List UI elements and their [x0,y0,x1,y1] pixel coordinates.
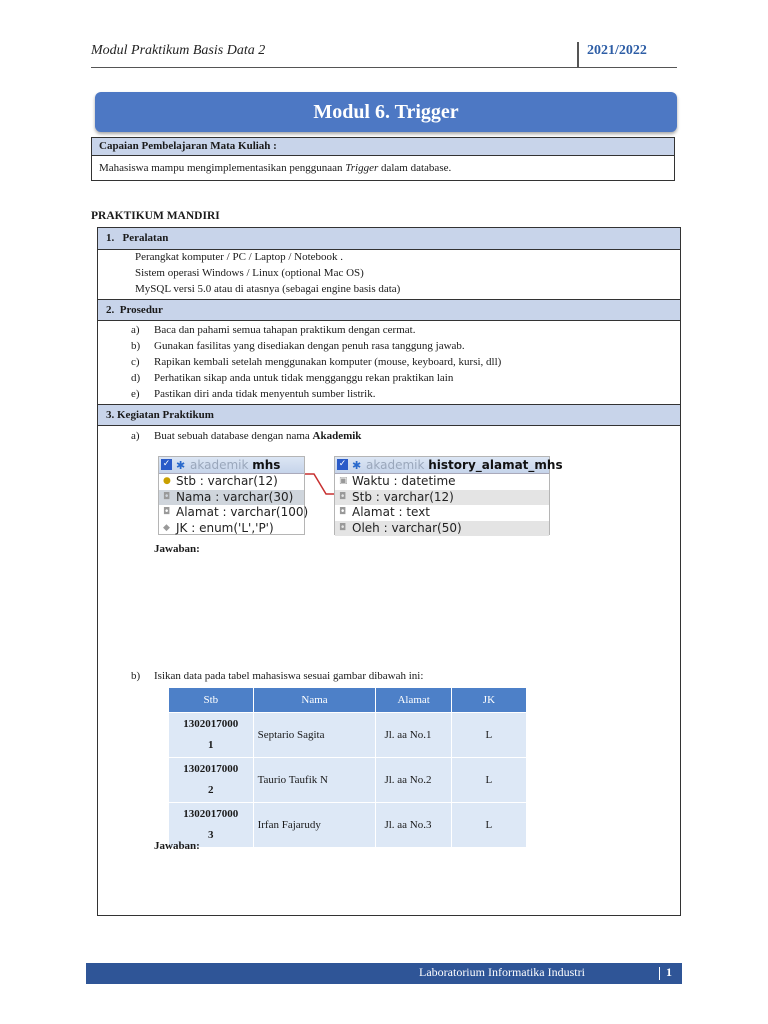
database-name: Akademik [312,430,362,442]
prosedur-label: c) [131,356,140,368]
prosedur-item: Perhatikan sikap anda untuk tidak mengganggu rekan praktikan lain [154,372,454,384]
capaian-heading: Capaian Pembelajaran Mata Kuliah : [92,138,674,156]
erd-mhs-header: ✓ ✱ akademik mhs [159,457,304,474]
column-header: JK [451,688,526,713]
capaian-trigger-em: Trigger [345,162,379,174]
kegiatan-step-a: Buat sebuah database dengan nama Akademik [154,430,362,442]
key-icon: ● [163,476,171,486]
capaian-text: Mahasiswa mampu mengimplementasikan penggunaan Trigger dalam database. [99,162,452,174]
header-year: 2021/2022 [587,43,647,58]
jawaban-label: Jawaban: [154,543,200,555]
table-header-row [169,688,527,713]
gear-icon: ✱ [176,459,186,472]
checkbox-icon: ✓ [162,459,171,469]
cell-nama: Septario Sagita [253,713,376,758]
erd-field: ◘ Alamat : varchar(100) [163,505,309,519]
field-icon: ◘ [163,507,171,517]
field-icon: ◘ [339,491,347,502]
header-module-name: Modul Praktikum Basis Data 2 [91,43,266,58]
field-icon: ◘ [339,507,347,517]
prosedur-label: a) [131,324,140,336]
gear-icon: ✱ [352,459,362,472]
mahasiswa-table [168,687,527,848]
section-kegiatan-heading: 3. Kegiatan Praktikum [98,404,680,426]
checkbox-icon: ✓ [338,459,347,469]
erd-field: ◘ Alamat : text [339,505,430,519]
page-number: 1 [666,965,672,979]
erd-field: ◘ Nama : varchar(30) [159,490,304,506]
cell-nama: Irfan Fajarudy [253,803,376,848]
peralatan-item: Perangkat komputer / PC / Laptop / Notebook . [135,251,344,263]
erd-field: ● Stb : varchar(12) [163,474,278,488]
column-header: Nama [253,688,376,713]
module-title: Modul 6. Trigger [95,92,677,132]
cell-stb: 1302017000 3 [169,803,254,848]
cell-jk: L [451,758,526,803]
column-header: Stb [169,688,254,713]
peralatan-item: MySQL versi 5.0 atau di atasnya (sebagai engine basis data) [135,283,401,295]
field-icon: ◘ [339,522,347,533]
footer-bar [86,963,682,984]
cell-alamat: Jl. aa No.3 [376,803,451,848]
erd-field: ▣ Waktu : datetime [339,474,456,488]
kegiatan-label-a: a) [131,430,140,442]
cell-jk: L [451,803,526,848]
footer-lab-name: Laboratorium Informatika Industri [419,965,585,979]
cell-alamat: Jl. aa No.2 [376,758,451,803]
kegiatan-step-b: Isikan data pada tabel mahasiswa sesuai gambar dibawah ini: [154,670,424,682]
erd-field: ◆ JK : enum('L','P') [163,520,274,535]
erd-table-history-alamat-mhs [334,456,563,535]
table-row [169,803,527,848]
cell-nama: Taurio Taufik N [253,758,376,803]
table-row [169,713,527,758]
column-header: Alamat [376,688,451,713]
cell-jk: L [451,713,526,758]
praktikum-title: PRAKTIKUM MANDIRI [91,210,220,222]
cell-alamat: Jl. aa No.1 [376,713,451,758]
prosedur-item: Gunakan fasilitas yang disediakan dengan penuh rasa tanggung jawab. [154,340,465,352]
field-icon: ◆ [163,522,170,533]
header-divider [577,42,579,68]
erd-field: ◘ Oleh : varchar(50) [335,521,549,537]
field-icon: ◘ [163,491,171,502]
prosedur-label: d) [131,372,141,384]
section-peralatan-heading: 1. Peralatan [98,228,680,250]
prosedur-label: e) [131,388,140,400]
field-icon: ▣ [339,476,348,486]
footer-divider [659,967,660,980]
prosedur-item: Baca dan pahami semua tahapan praktikum dengan cermat. [154,324,416,336]
capaian-box [91,137,675,181]
erd-history-header: ✓ ✱ akademik history_alamat_mhs [335,457,549,474]
erd-field: ◘ Stb : varchar(12) [335,490,549,506]
cell-stb: 1302017000 1 [169,713,254,758]
jawaban-label: Jawaban: [154,840,200,852]
praktikum-box [97,227,681,916]
cell-stb: 1302017000 2 [169,758,254,803]
prosedur-item: Pastikan diri anda tidak menyentuh sumber listrik. [154,388,376,400]
section-prosedur-heading: 2. Prosedur [98,299,680,321]
header-rule [91,67,677,68]
prosedur-label: b) [131,340,141,352]
table-row [169,758,527,803]
peralatan-item: Sistem operasi Windows / Linux (optional Mac OS) [135,267,364,279]
kegiatan-label-b: b) [131,670,141,682]
erd-table-mhs [158,456,309,535]
relation-line [304,468,336,498]
prosedur-item: Rapikan kembali setelah menggunakan komputer (mouse, keyboard, kursi, dll) [154,356,502,368]
